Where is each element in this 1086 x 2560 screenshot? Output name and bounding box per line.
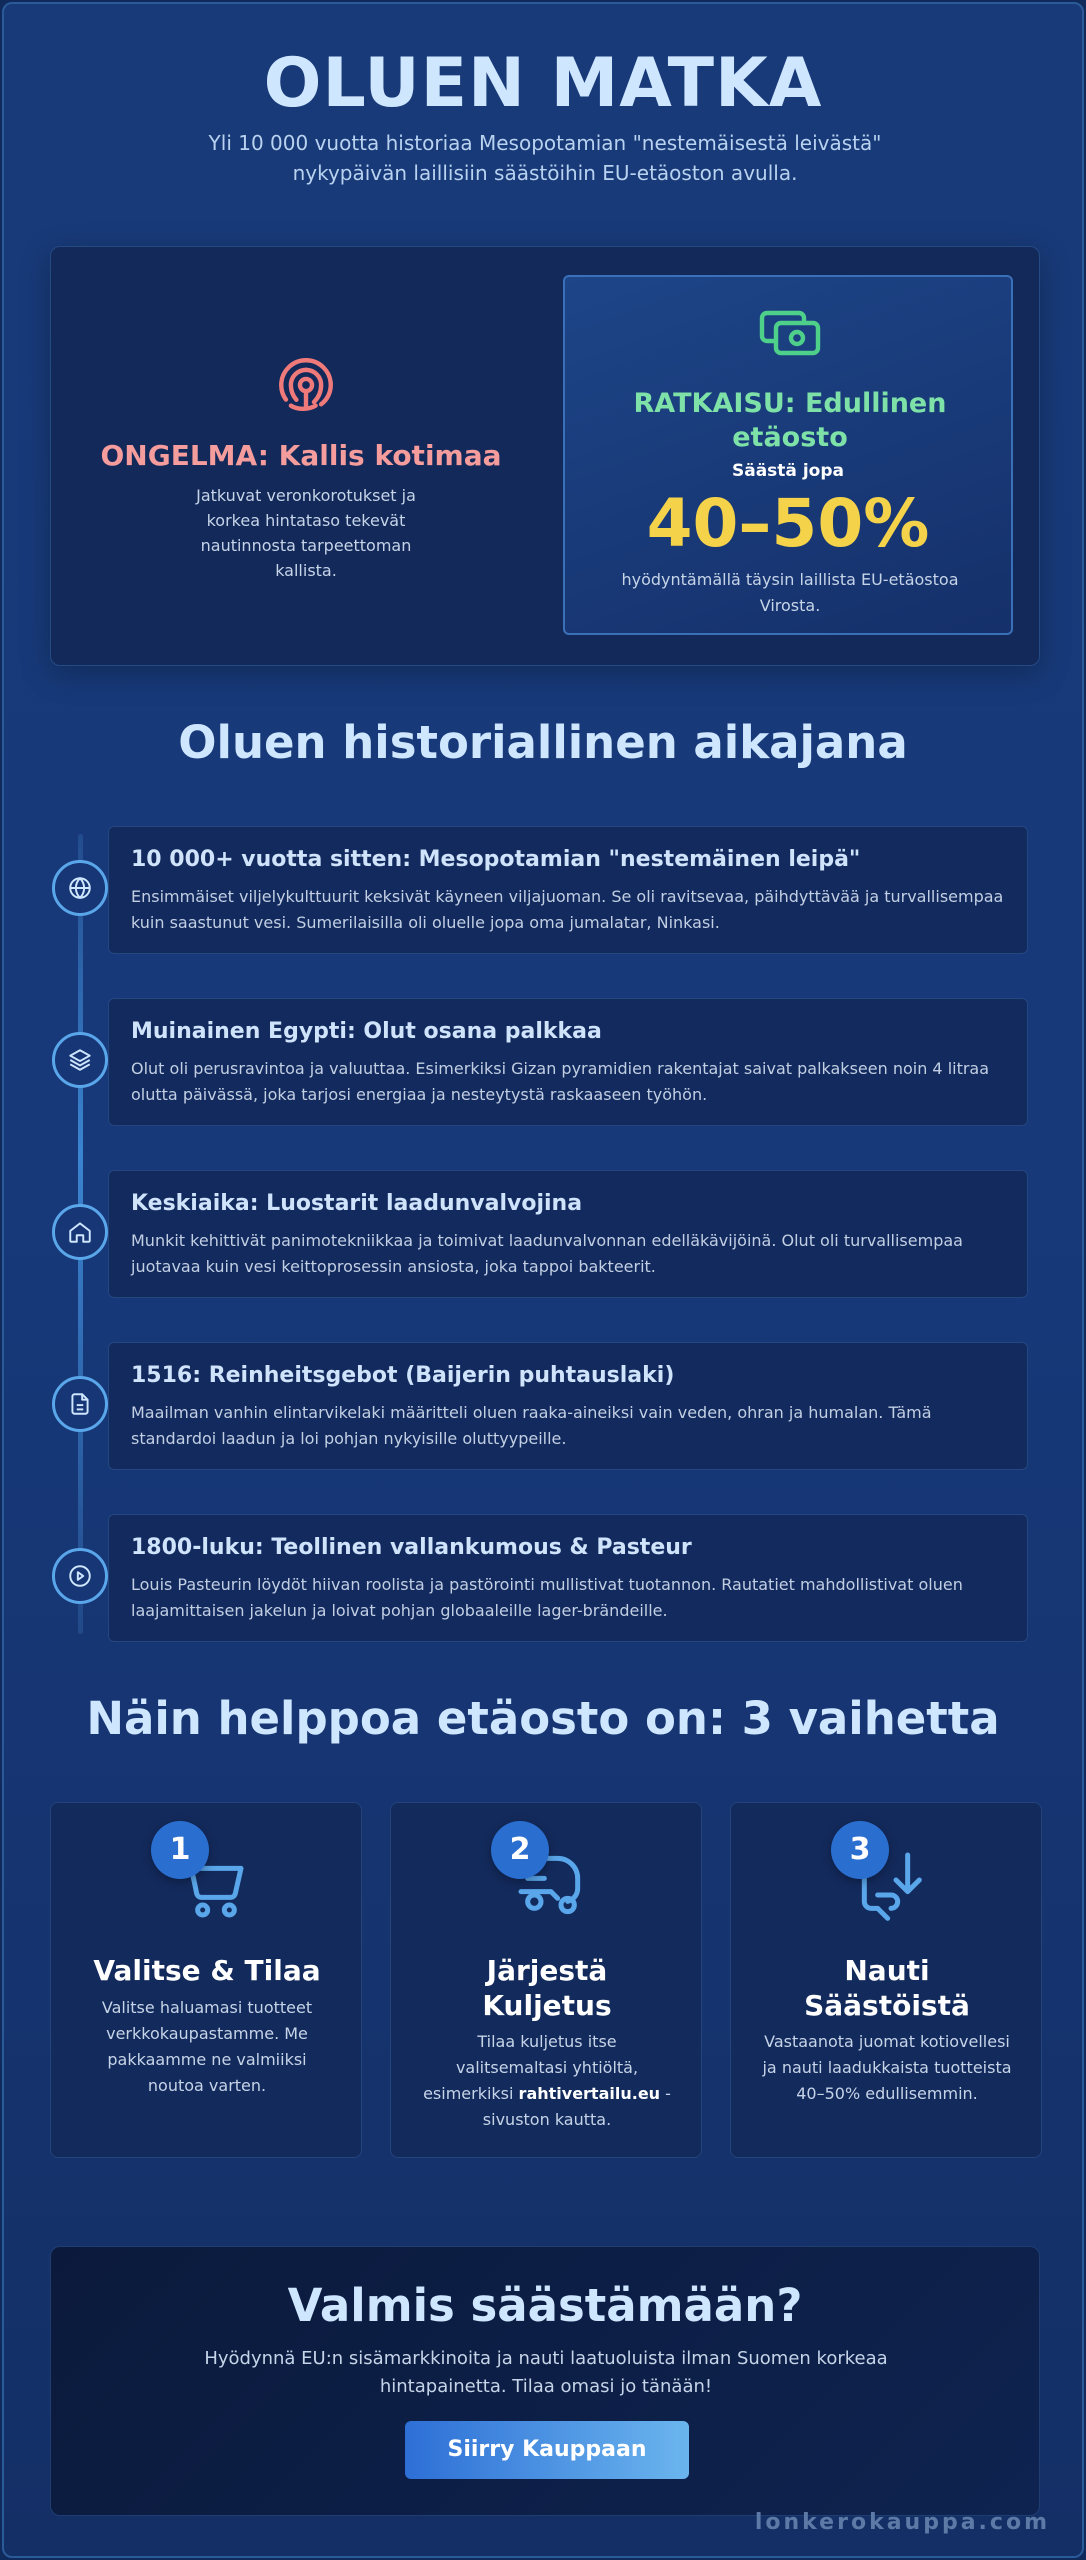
step-title: Valitse & Tilaa: [93, 1954, 321, 1987]
step-text: [421, 2029, 673, 2133]
step-text: Valitse haluamasi tuotteet verkkokaupastamme. Me pakkaamme ne valmiiksi noutoa varten.: [101, 1998, 313, 2095]
step-card-3: [730, 1802, 1042, 2158]
fingerprint-icon: [273, 352, 339, 418]
step-number: 2: [491, 1821, 549, 1879]
timeline-item-text: Olut oli perusravintoa ja valuuttaa. Esimerkiksi Gizan pyramidien rakentajat saivat palkakseen noin 4 litraa olutta päivässä, joka tarjosi energiaa ja nesteytystä raskaaseen työhön.: [131, 1059, 990, 1104]
problem-solution-panel: [50, 246, 1040, 666]
timeline-item: [4, 1170, 1044, 1300]
timeline-item-title: 1800-luku: Teollinen vallankumous & Pasteur: [131, 1535, 692, 1560]
timeline-card: [108, 1170, 1028, 1298]
watermark: lonkerokauppa.com: [754, 2510, 1050, 2535]
page-title: OLUEN MATKA: [263, 44, 823, 123]
step-number: 3: [831, 1821, 889, 1879]
infographic-frame: [2, 2, 1084, 2558]
cta-text: Hyödynnä EU:n sisämarkkinoita ja nauti laatuoluista ilman Suomen korkeaa hintapainetta. Tilaa omasi jo tänään!: [204, 2348, 888, 2397]
timeline-card: [108, 1342, 1028, 1470]
timeline-item-title: 10 000+ vuotta sitten: Mesopotamian "nestemäinen leipä": [131, 847, 861, 872]
solution-block: [563, 275, 1013, 635]
step-text-part: Tilaa kuljetus itse valitsemaltasi yhtiöltä, esimerkiksi: [423, 2032, 639, 2103]
steps-title: Näin helppoa etäosto on: 3 vaihetta: [86, 1692, 1000, 1745]
timeline-card: [108, 1514, 1028, 1642]
timeline-card: [108, 826, 1028, 954]
problem-title: ONGELMA: Kallis kotimaa: [100, 439, 502, 472]
document-icon: [67, 1391, 93, 1417]
cta-title: Valmis säästämään?: [287, 2279, 803, 2332]
timeline-item-text: Munkit kehittivät panimotekniikkaa ja toimivat laadunvalvonnan edelläkävijöinä. Olut oli turvallisempaa juotavaa kuin vesi keittoprosessin ansiosta, joka tappoi bakteerit.: [131, 1231, 963, 1276]
step-text-link: rahtivertailu.eu: [518, 2084, 661, 2103]
timeline-item: [4, 826, 1044, 956]
timeline-marker: [52, 1376, 108, 1432]
timeline-item-text: Louis Pasteurin löydöt hiivan roolista ja pastörointi mullistivat tuotannon. Rautatiet mahdollistivat oluen laajamittaisen jakelun ja loivat pohjan globaaleille lager-brändeille.: [131, 1575, 963, 1620]
timeline-marker: [52, 1204, 108, 1260]
step-card-1: [50, 1802, 362, 2158]
timeline-item: [4, 998, 1044, 1128]
cta-panel: [50, 2246, 1040, 2516]
problem-text: Jatkuvat veronkorotukset ja korkea hintataso tekevät nautinnosta tarpeettoman kallista.: [196, 486, 416, 580]
layers-icon: [67, 1047, 93, 1073]
step-number: 1: [151, 1821, 209, 1879]
timeline-item-title: 1516: Reinheitsgebot (Baijerin puhtauslaki): [131, 1363, 675, 1388]
savings-label: Säästä jopa: [732, 461, 844, 481]
step-title: Nauti Säästöistä: [804, 1954, 970, 2022]
step-title: Järjestä Kuljetus: [482, 1954, 612, 2022]
step-text-part: -sivuston kautta.: [482, 2084, 671, 2129]
timeline-item-title: Keskiaika: Luostarit laadunvalvojina: [131, 1191, 583, 1216]
timeline-title: Oluen historiallinen aikajana: [178, 716, 908, 769]
timeline-item: [4, 1514, 1044, 1644]
timeline-item: [4, 1342, 1044, 1472]
solution-title: RATKAISU: Edullinen etäosto: [633, 388, 947, 453]
globe-icon: [67, 875, 93, 901]
savings-value: 40–50%: [646, 485, 930, 562]
home-icon: [67, 1219, 93, 1245]
timeline-card: [108, 998, 1028, 1126]
play-circle-icon: [67, 1563, 93, 1589]
page-subtitle: Yli 10 000 vuotta historiaa Mesopotamian "nestemäisestä leivästä" nykypäivän laillisiin säästöihin EU-etäoston avulla.: [208, 131, 882, 185]
timeline-item-text: Maailman vanhin elintarvikelaki määritteli oluen raaka-aineiksi vain veden, ohran ja humalan. Tämä standardoi laadun ja loi pohjan nykyisille oluttyypeille.: [131, 1403, 932, 1448]
timeline-item-text: Ensimmäiset viljelykulttuurit keksivät käyneen viljajuoman. Se oli ravitsevaa, päihdyttävää ja turvallisempaa kuin saastunut vesi. Sumerilaisilla oli oluelle jopa oma jumalatar, Ninkasi.: [131, 887, 1004, 932]
timeline-marker: [52, 1548, 108, 1604]
step-text: Vastaanota juomat kotiovellesi ja nauti laadukkaista tuotteista 40–50% edullisemmin.: [762, 2032, 1012, 2103]
money-icon: [758, 305, 822, 361]
solution-text: hyödyntämällä täysin laillista EU-etäostoa Virosta.: [621, 570, 959, 615]
timeline-marker: [52, 860, 108, 916]
go-to-shop-button[interactable]: Siirry Kauppaan: [405, 2421, 689, 2479]
timeline-marker: [52, 1032, 108, 1088]
step-card-2: [390, 1802, 702, 2158]
problem-block: [51, 247, 551, 667]
timeline-item-title: Muinainen Egypti: Olut osana palkkaa: [131, 1019, 602, 1044]
